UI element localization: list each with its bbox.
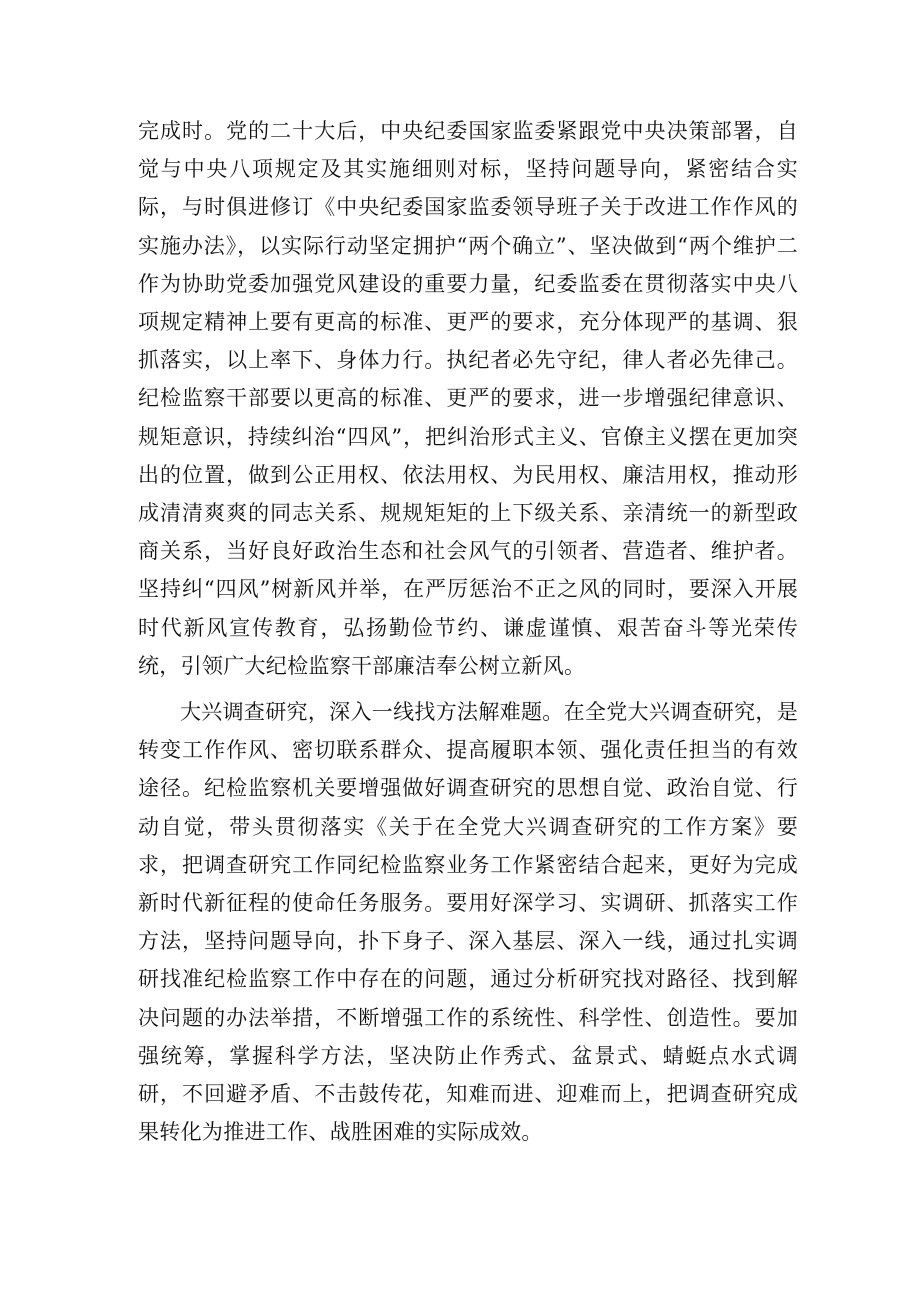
paragraph-conduct-discipline: 完成时。党的二十大后，中央纪委国家监委紧跟党中央决策部署，自觉与中央八项规定及其实施细则对标，坚持问题导向，紧密结合实际，与时俱进修订《中央纪委国家监委领导班子关于改进工作作风的实施办法》，以实际行动坚定拥护“两个确立”、坚决做到“两个维护二作为协助党委加强党风建设的重要力量，纪委监委在贯彻落实中央八项规定精神上要有更高的标准、更严的要求，充分体现严的基调、狠抓落实，以上率下、身体力行。执纪者必先守纪，律人者必先律己。纪检监察干部要以更高的标准、更严的要求，进一步增强纪律意识、规矩意识，持续纠治“四风”，把纠治形式主义、官僚主义摆在更加突出的位置，做到公正用权、依法用权、为民用权、廉洁用权，推动形成清清爽爽的同志关系、规规矩矩的上下级关系、亲清统一的新型政商关系，当好良好政治生态和社会风气的引领者、营造者、维护者。坚持纠“四风”树新风并举，在严厉惩治不正之风的同时，要深入开展时代新风宣传教育，弘扬勤俭节约、谦虚谨慎、艰苦奋斗等光荣传统，引领广大纪检监察干部廉洁奉公树立新风。 (138, 119, 798, 678)
document-body (138, 112, 798, 1151)
paragraph-investigation-research: 大兴调查研究，深入一线找方法解难题。在全党大兴调查研究，是转变工作作风、密切联系群众、提高履职本领、强化责任担当的有效途径。纪检监察机关要增强做好调查研究的思想自觉、政治自觉、行动自觉，带头贯彻落实《关于在全党大兴调查研究的工作方案》要求，把调查研究工作同纪检监察业务工作紧密结合起来，更好为完成新时代新征程的使命任务服务。要用好深学习、实调研、抓落实工作方法，坚持问题导向，扑下身子、深入基层、深入一线，通过扎实调研找准纪检监察工作中存在的问题，通过分析研究找对路径、找到解决问题的办法举措，不断增强工作的系统性、科学性、创造性。要加强统筹，掌握科学方法，坚决防止作秀式、盆景式、蜻蜓点水式调研，不回避矛盾、不击鼓传花，知难而进、迎难而上，把调查研究成果转化为推进工作、战胜困难的实际成效。 (138, 700, 798, 1145)
